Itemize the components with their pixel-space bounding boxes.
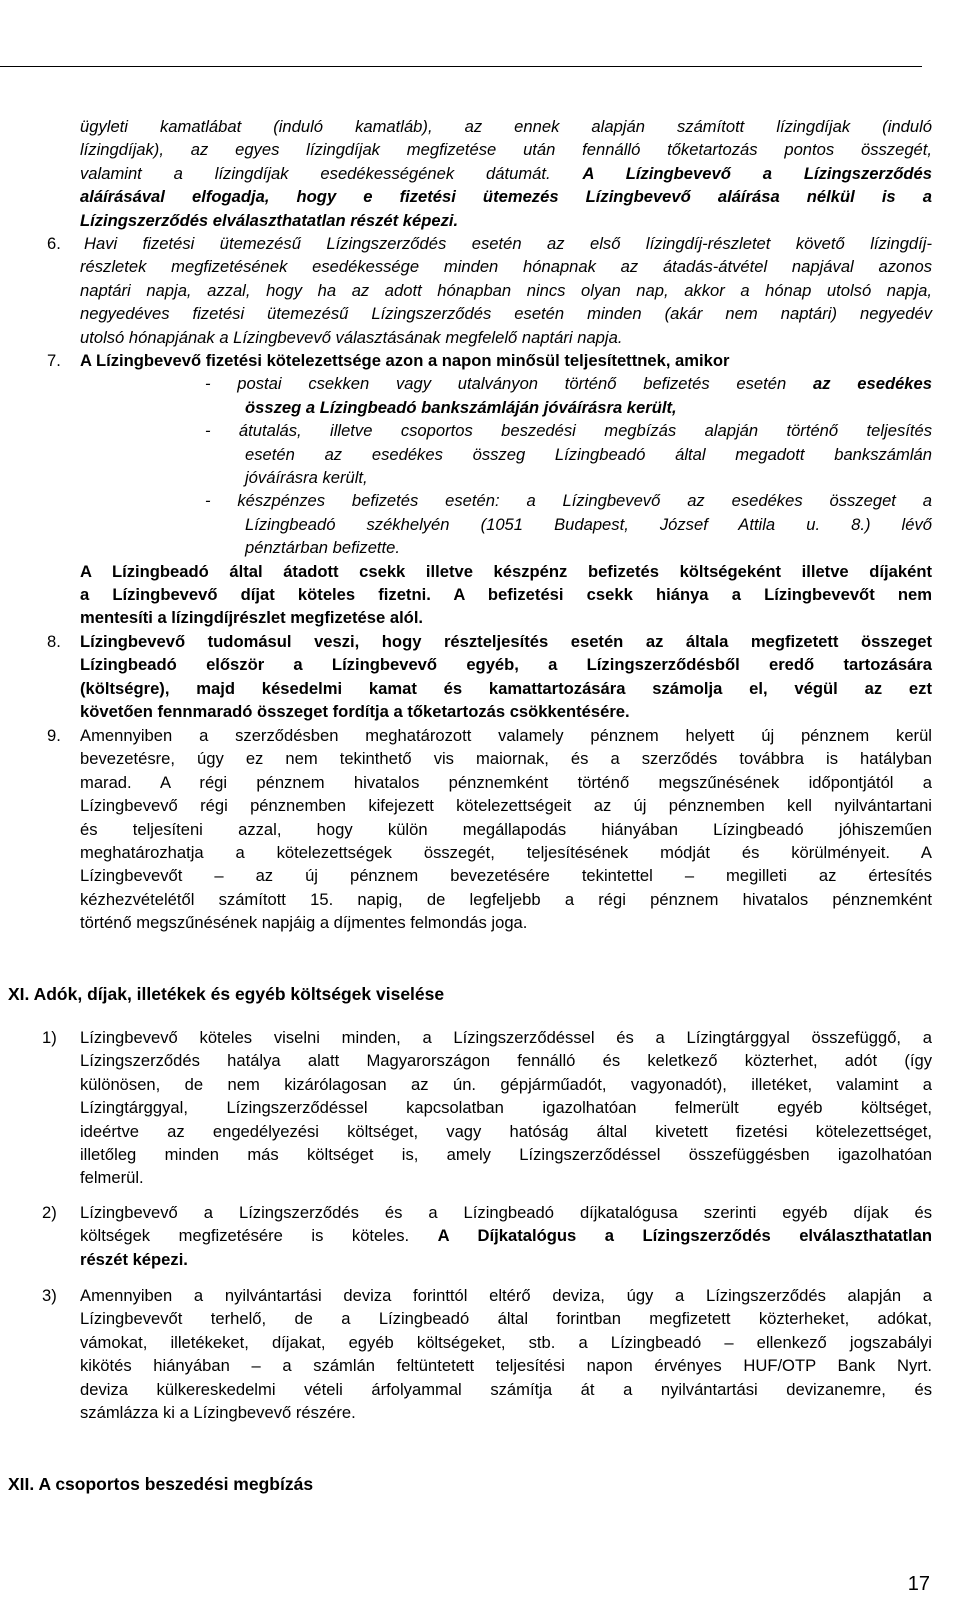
text-run-bold: az esedékes xyxy=(812,374,932,394)
paragraph-6 xyxy=(80,232,932,255)
header-company-name: Merkantil Bank Zrt. xyxy=(0,26,160,47)
text-line: A Lízingbevevő fizetési kötelezettsége azon a napon minősül teljesítettnek, amikor xyxy=(80,351,730,370)
text-line: - átutalás, illetve csoportos beszedési megbízás alapján történő teljesítés xyxy=(205,421,932,441)
text-line: jóváírásra került, xyxy=(245,468,368,487)
text-line: Lízingbevevőt – az új pénznem bevezetésére tekintettel – megilleti az értesítés xyxy=(80,866,932,886)
text-line: ideértve az engedélyezési költséget, vagy hatóság által kivetett fizetési kötelezettséget, xyxy=(80,1121,932,1141)
text-line: marad. A régi pénznem hivatalos pénznemként történő megszűnésének időpontjától a xyxy=(80,772,932,792)
text-line: Lízingbeadó először a Lízingbevevő egyéb, a Lízingszerződésből eredő tartozására xyxy=(80,655,932,675)
text-line: Havi fizetési ütemezésű Lízingszerződés esetén az első lízingdíj-részletet követő lízingdíj- xyxy=(84,234,932,253)
text-line: Lízingbevevőt terhelő, de a Lízingbeadó által forintban megfizetett közterheket, adókat, xyxy=(80,1309,932,1329)
header-divider xyxy=(0,66,922,67)
text-line: naptári napja, azzal, hogy ha az adott hónapban nincs olyan nap, akkor a hónap utolsó napja, xyxy=(80,280,932,300)
text-line: aláírásával elfogadja, hogy e fizetési ütemezés Lízingbevevő aláírása nélkül is a xyxy=(80,187,932,207)
text-line: (költségre), majd késedelmi kamat és kamattartozására számolja el, végül az ezt xyxy=(80,678,932,698)
text-line: deviza külkereskedelmi vételi árfolyammal számítja át a nyilvántartási devizanemre, és xyxy=(80,1379,932,1399)
text-line: mentesíti a lízingdíjrészlet megfizetése alól. xyxy=(80,608,424,628)
text-line: Lízingszerződés elválaszthatatlan részét képezi. xyxy=(80,210,459,230)
paragraph-xi-1 xyxy=(80,1026,932,1190)
text-line: vámokat, illetékeket, díjakat, egyéb költségeket, stb. a Lízingbeadó – ellenkező jogszabályi xyxy=(80,1332,932,1352)
text-line: számlázza ki a Lízingbevevő részére. xyxy=(80,1403,356,1423)
text-line: bevezetésre, úgy ez nem tekinthető vis maiornak, és a szerződés továbbra is hatályban xyxy=(80,749,932,769)
text-line: követően fennmaradó összeget fordítja a tőketartozás csökkentésére. xyxy=(80,702,630,722)
item-number: 6. xyxy=(47,234,61,253)
text-line: összeg a Lízingbeadó bankszámláján jóváírásra került, xyxy=(245,397,677,417)
section-title-xi: XI. Adók, díjak, illetékek és egyéb költségek viselése xyxy=(8,984,445,1004)
text-line: történő megszűnésének napjáig a díjmentes felmondás joga. xyxy=(80,913,528,933)
text-line: részét képezi. xyxy=(80,1249,188,1269)
paragraph-6-cont xyxy=(80,255,932,349)
page-number: 17 xyxy=(907,1573,930,1595)
paragraph-intro xyxy=(80,115,932,232)
bullet-cash-cont xyxy=(245,513,932,560)
text-line: kézhezvételétől számított 15. napig, de legfeljebb a régi pénznem hivatalos pénznemként xyxy=(80,889,932,909)
text-line: lízingdíjak), az egyes lízingdíjak megfizetése után fennálló tőketartozás pontos összegét, xyxy=(80,140,932,160)
paragraph-7-lead xyxy=(80,349,932,372)
paragraph-9 xyxy=(80,724,932,935)
text-line: különösen, de nem kizárólagosan az ún. gépjárműadót, vagyonadót), illetéket, valamint a xyxy=(80,1074,932,1094)
text-line: ügyleti kamatlábat (induló kamatláb), az ennek alapján számított lízingdíjak (induló xyxy=(80,117,932,136)
text-run-bold: A Díjkatalógus a Lízingszerződés elválaszthatatlan xyxy=(437,1226,933,1246)
text-line xyxy=(80,162,932,185)
section-title-xii: XII. A csoportos beszedési megbízás xyxy=(8,1474,314,1494)
text-line: Lízingbevevő tudomásul veszi, hogy részteljesítés esetén az általa megfizetett összeget xyxy=(80,632,932,651)
paragraph-8 xyxy=(80,630,932,724)
text-line: negyedéves fizetési ütemezésű Lízingszerződés esetén minden (akár nem naptári) negyedév xyxy=(80,304,932,324)
item-number: 2) xyxy=(42,1203,57,1222)
text-line: Lízingbeadó székhelyén (1051 Budapest, József Attila u. 8.) lévő xyxy=(245,514,932,534)
text-line: - készpénzes befizetés esetén: a Lízingbevevő az esedékes összeget a xyxy=(205,491,932,511)
item-number: 7. xyxy=(47,351,61,370)
text-line xyxy=(80,1224,932,1247)
text-run: költségek megfizetésére is köteles. xyxy=(80,1226,438,1246)
text-line: Lízingszerződés hatálya alatt Magyarországon fennálló és keletkező közterhet, adót (így xyxy=(80,1051,932,1071)
text-line: meghatározhatja a kötelezettségek összegét, teljesítésének módját és körülményeit. A xyxy=(80,843,932,863)
item-number: 1) xyxy=(42,1028,57,1047)
header-date: 2014. március 15. xyxy=(710,0,862,21)
text-line: pénztárban befizette. xyxy=(245,538,400,558)
text-line xyxy=(205,372,932,395)
text-line: kikötés hiányában – a számlán feltüntetett teljesítési napon érvényes HUF/OTP Bank Nyrt. xyxy=(80,1356,932,1376)
text-line: Lízingbevevő köteles viselni minden, a Lízingszerződéssel és a Lízingtárggyal összefüggő, a xyxy=(80,1028,932,1047)
text-line: Lízingbevevő a Lízingszerződés és a Lízingbeadó díjkatalógusa szerinti egyéb díjak és xyxy=(80,1203,932,1222)
paragraph-xi-3 xyxy=(80,1284,932,1424)
text-line: részletek megfizetésének esedékessége minden hónapnak az átadás-átvétel napjával azonos xyxy=(80,257,932,277)
bullet-cash xyxy=(205,489,932,512)
text-line: a Lízingbevevő díjat köteles fizetni. A befizetési csekk hiánya a Lízingbevevőt nem xyxy=(80,585,932,604)
paragraph-7-fees xyxy=(80,560,932,630)
text-line: illetőleg minden más költséget is, amely Lízingszerződéssel összefüggésben igazolhatóan xyxy=(80,1145,932,1165)
text-run: valamint a lízingdíjak esedékességének dátumát. xyxy=(80,163,583,183)
bullet-transfer-cont xyxy=(245,443,932,490)
text-line: utolsó hónapjának a Lízingbevevő választásának megfelelő naptári napja. xyxy=(80,327,623,347)
text-line: és teljesíteni azzal, hogy külön megállapodás hiányában Lízingbeadó jóhiszeműen xyxy=(80,819,932,839)
bullet-postal-check xyxy=(205,372,932,395)
bullet-transfer xyxy=(205,419,932,442)
item-number: 8. xyxy=(47,632,61,651)
text-run-bold: A Lízingbevevő a Lízingszerződés xyxy=(582,163,932,183)
text-line: Amennyiben a szerződésben meghatározott valamely pénznem helyett új pénznem kerül xyxy=(80,726,932,745)
item-number: 9. xyxy=(47,726,61,745)
text-line: Lízingbevevő régi pénznemben kifejezett kötelezettségeit az új pénznemben kell nyilvántartani xyxy=(80,796,932,816)
bullet-postal-check-cont xyxy=(245,396,932,419)
text-line: A Lízingbeadó által átadott csekk illetve készpénz befizetés költségeként illetve díjaként xyxy=(80,561,932,581)
item-number: 3) xyxy=(42,1286,57,1305)
text-line: esetén az esedékes összeg Lízingbeadó által megadott bankszámlán xyxy=(245,444,932,464)
text-line: Lízingtárggyal, Lízingszerződéssel kapcsolatban igazolhatóan felmerült egyéb költséget, xyxy=(80,1098,932,1118)
text-line: felmerül. xyxy=(80,1168,144,1188)
paragraph-xi-2 xyxy=(80,1201,932,1271)
header-document-title: Termelőeszköz zártvégű pénzügyi lízing xyxy=(0,0,337,21)
text-line: Amennyiben a nyilvántartási deviza forinttól eltérő deviza, úgy a Lízingszerződés alapján a xyxy=(80,1286,932,1305)
text-run: - postai csekken vagy utalványon történő befizetés esetén xyxy=(205,374,813,394)
